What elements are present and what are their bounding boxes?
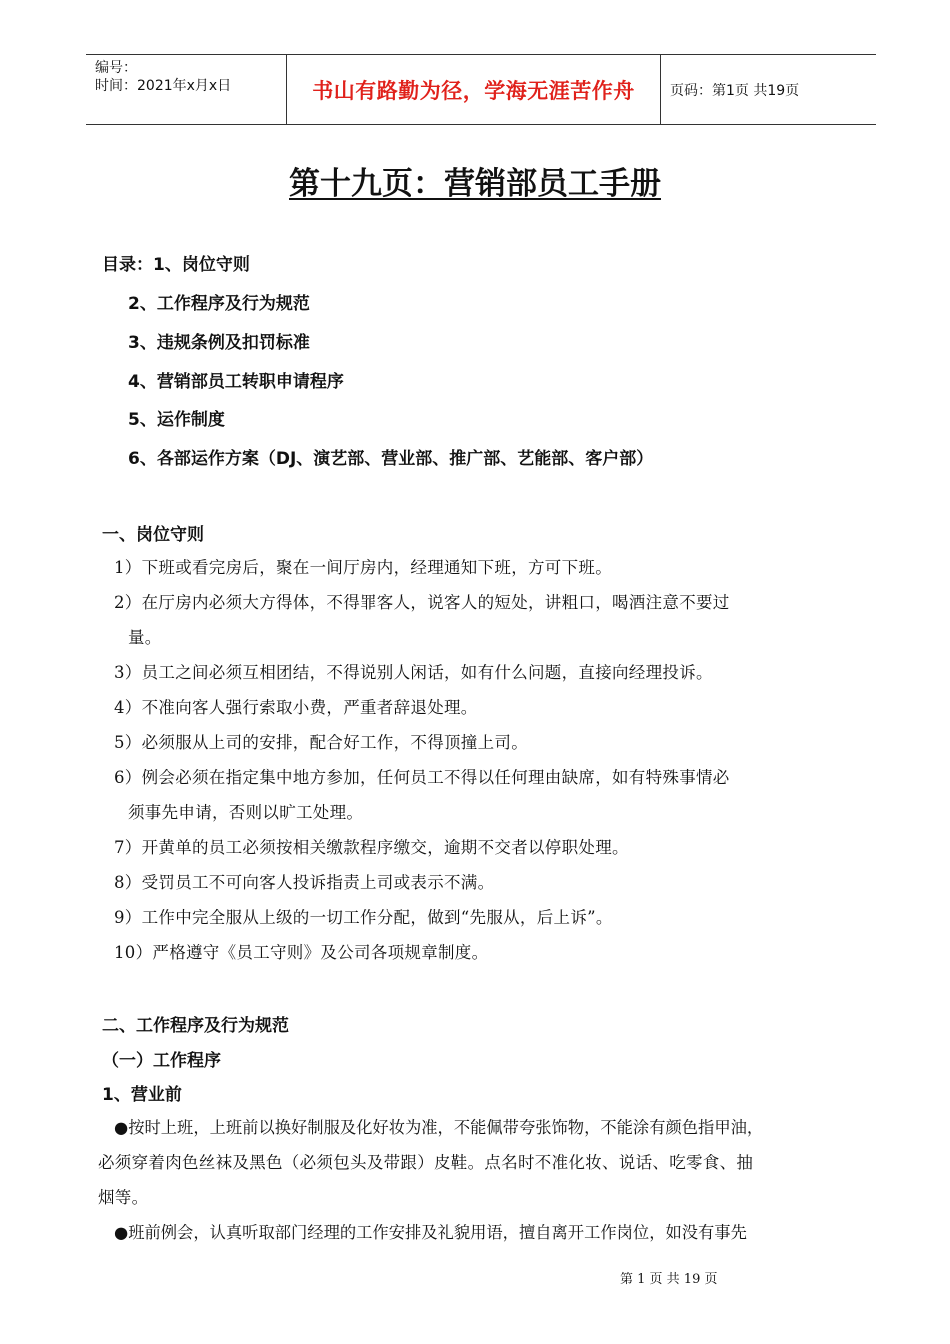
page-footer: 第 1 页 共 19 页: [620, 1272, 718, 1287]
toc-item-4: 4、营销部员工转职申请程序: [128, 372, 344, 392]
toc-first-item: 目录：1、岗位守则: [102, 255, 250, 275]
section2-line: ●按时上班，上班前以换好制服及化好妆为准，不能佩带夸张饰物，不能涂有颜色指甲油，: [114, 1118, 764, 1137]
toc-item-5: 5、运作制度: [128, 410, 225, 430]
section2-line: 必须穿着肉色丝袜及黑色（必须包头及带跟）皮鞋。点名时不准化妆、说话、吃零食、抽: [98, 1153, 754, 1172]
section1-line: 量。: [128, 628, 162, 647]
section1-line: 4）不准向客人强行索取小费，严重者辞退处理。: [114, 698, 478, 717]
section1-line: 3）员工之间必须互相团结，不得说别人闲话，如有什么问题，直接向经理投诉。: [114, 663, 713, 682]
section1-line: 5）必须服从上司的安排，配合好工作，不得顶撞上司。: [114, 733, 528, 752]
section1-line: 1）下班或看完房后，聚在一间厅房内，经理通知下班，方可下班。: [114, 558, 612, 577]
toc-item-2: 2、工作程序及行为规范: [128, 294, 310, 314]
document-time-label: 时间：2021年x月x日: [95, 78, 232, 94]
section1-heading: 一、岗位守则: [102, 525, 204, 545]
section1-line: 须事先申请，否则以旷工处理。: [128, 803, 364, 822]
toc-item-6: 6、各部运作方案（DJ、演艺部、营业部、推广部、艺能部、客户部）: [128, 449, 654, 469]
page-title: [0, 158, 950, 203]
section2-sub-heading: （一）工作程序: [102, 1051, 221, 1071]
header-meta-cell: [86, 55, 287, 124]
toc-item-3: 3、违规条例及扣罚标准: [128, 333, 310, 353]
section1-line: 9）工作中完全服从上级的一切工作分配，做到“先服从，后上诉”。: [114, 908, 613, 927]
header-table: [86, 54, 876, 125]
section2-line: 烟等。: [98, 1188, 149, 1207]
header-page-info: 页码：第1页 共19页: [670, 82, 800, 99]
section1-line: 6）例会必须在指定集中地方参加，任何员工不得以任何理由缺席，如有特殊事情必: [114, 768, 730, 787]
section2-line: ●班前例会，认真听取部门经理的工作安排及礼貌用语，擅自离开工作岗位，如没有事先: [114, 1223, 747, 1242]
page-title-text: 第十九页：营销部员工手册: [289, 166, 661, 202]
section2-sub-sub-heading: 1、营业前: [102, 1085, 182, 1105]
section1-line: 10）严格遵守《员工守则》及公司各项规章制度。: [114, 943, 489, 962]
header-motto: 书山有路勤为径，学海无涯苦作舟: [287, 55, 661, 124]
section1-line: 7）开黄单的员工必须按相关缴款程序缴交，逾期不交者以停职处理。: [114, 838, 629, 857]
section2-heading: 二、工作程序及行为规范: [102, 1016, 289, 1036]
section1-line: 8）受罚员工不可向客人投诉指责上司或表示不满。: [114, 873, 495, 892]
document-number-label: 编号：: [95, 60, 137, 76]
section1-line: 2）在厅房内必须大方得体，不得罪客人，说客人的短处，讲粗口，喝酒注意不要过: [114, 593, 730, 612]
